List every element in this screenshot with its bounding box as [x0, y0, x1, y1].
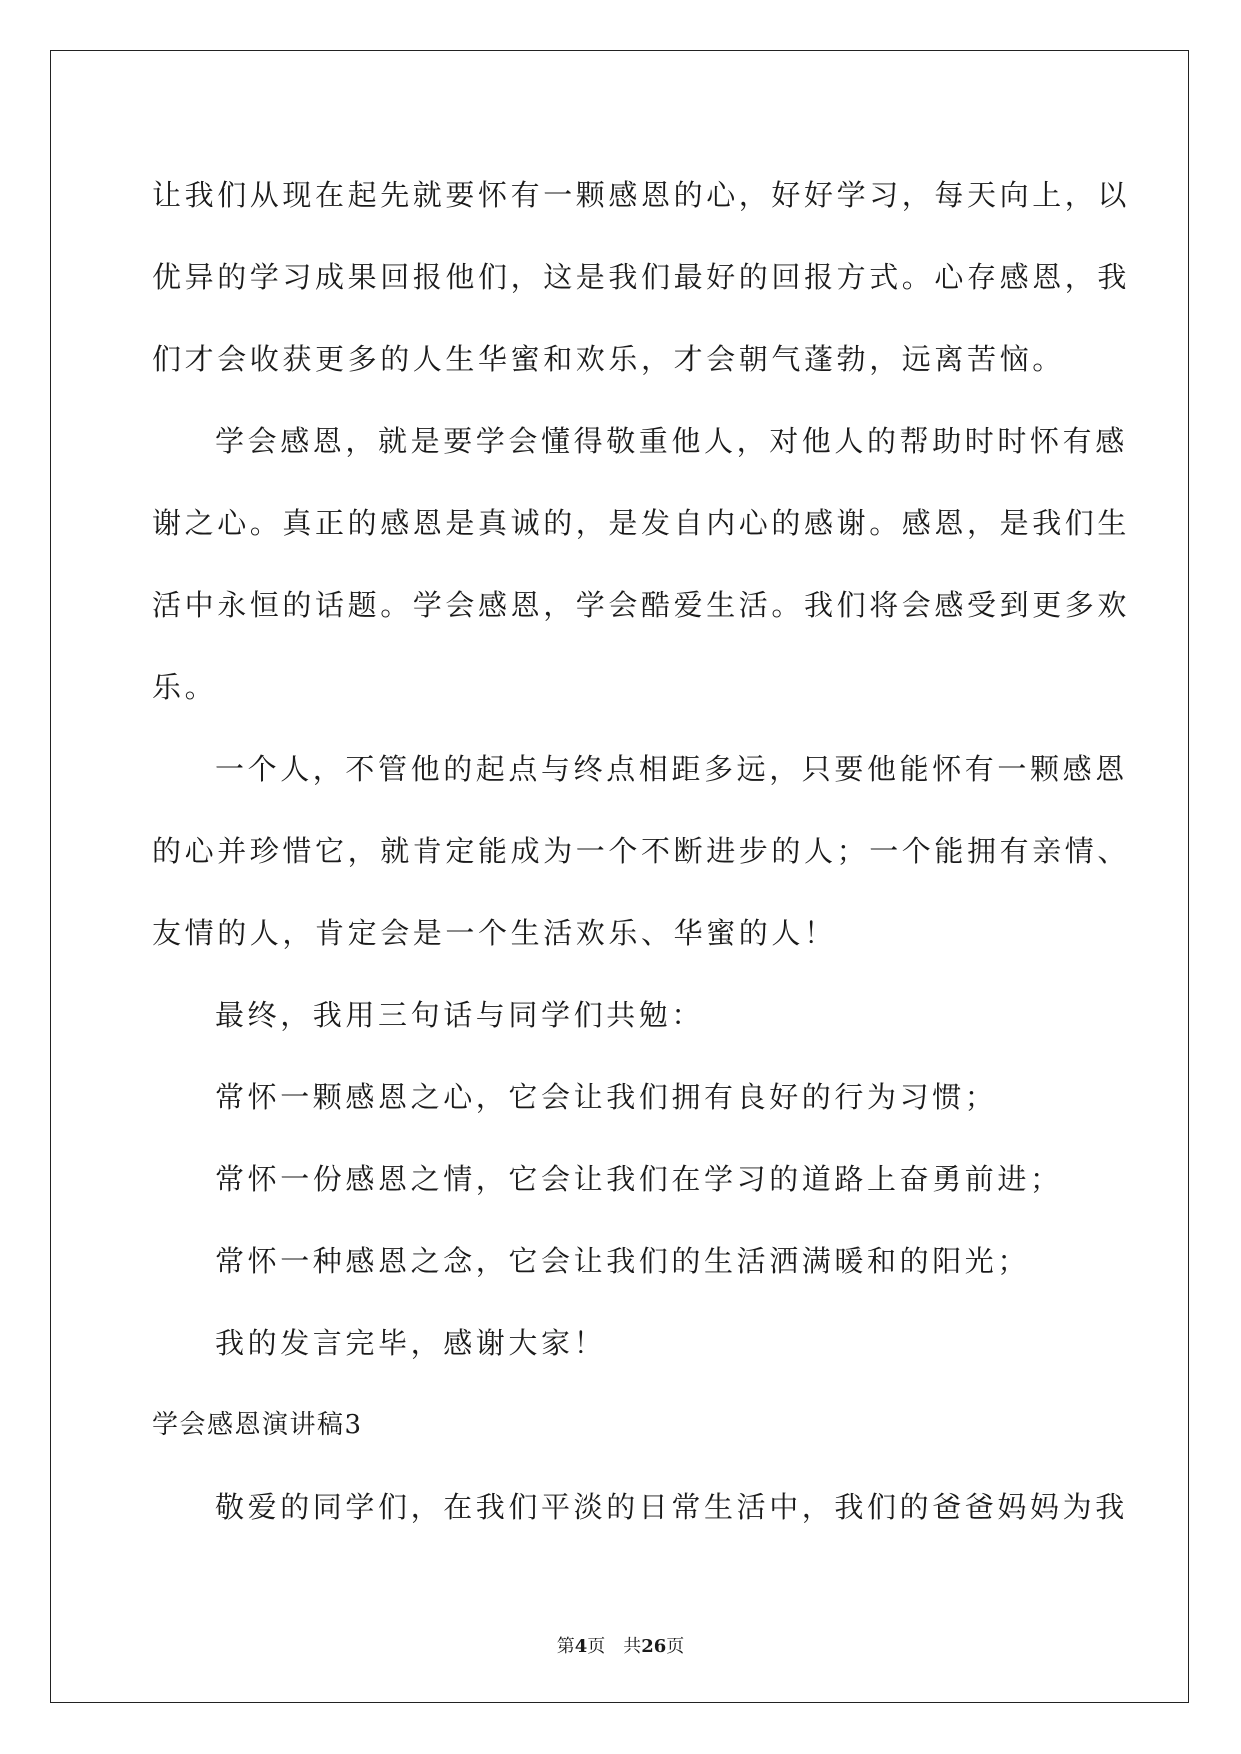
paragraph-line: 学会感恩，就是要学会懂得敬重他人，对他人的帮助时时怀有感	[215, 424, 1128, 458]
paragraph-line: 常怀一种感恩之念，它会让我们的生活洒满暖和的阳光；	[215, 1244, 1031, 1278]
footer-page-word: 页	[587, 1636, 606, 1657]
paragraph-line: 我的发言完毕，感谢大家！	[215, 1326, 607, 1360]
paragraph-line: 活中永恒的话题。学会感恩，学会酷爱生活。我们将会感受到更多欢	[152, 588, 1131, 622]
footer-total-suffix: 页	[666, 1636, 685, 1657]
section-heading: 学会感恩演讲稿3	[152, 1410, 363, 1440]
paragraph-line: 友情的人，肯定会是一个生活欢乐、华蜜的人！	[152, 916, 837, 950]
paragraph-line: 敬爱的同学们，在我们平淡的日常生活中，我们的爸爸妈妈为我	[215, 1490, 1128, 1524]
paragraph-line: 优异的学习成果回报他们，这是我们最好的回报方式。心存感恩，我	[152, 260, 1131, 294]
paragraph-line: 最终，我用三句话与同学们共勉：	[215, 998, 705, 1032]
paragraph-line: 一个人，不管他的起点与终点相距多远，只要他能怀有一颗感恩	[215, 752, 1128, 786]
document-body	[152, 154, 1131, 1548]
paragraph-line: 乐。	[152, 670, 218, 704]
paragraph-line: 让我们从现在起先就要怀有一颗感恩的心，好好学习，每天向上，以	[152, 178, 1131, 212]
current-page-number: 4	[574, 1636, 588, 1657]
total-pages-number: 26	[641, 1636, 667, 1657]
page-footer	[0, 1632, 1241, 1658]
paragraph-line: 们才会收获更多的人生华蜜和欢乐，才会朝气蓬勃，远离苦恼。	[152, 342, 1065, 376]
paragraph-line: 常怀一份感恩之情，它会让我们在学习的道路上奋勇前进；	[215, 1162, 1063, 1196]
paragraph-line: 谢之心。真正的感恩是真诚的，是发自内心的感谢。感恩，是我们生	[152, 506, 1131, 540]
paragraph-line: 常怀一颗感恩之心，它会让我们拥有良好的行为习惯；	[215, 1080, 998, 1114]
footer-prefix: 第	[556, 1636, 575, 1657]
paragraph-line: 的心并珍惜它，就肯定能成为一个不断进步的人；一个能拥有亲情、	[152, 834, 1131, 868]
footer-total-prefix: 共	[623, 1636, 642, 1657]
